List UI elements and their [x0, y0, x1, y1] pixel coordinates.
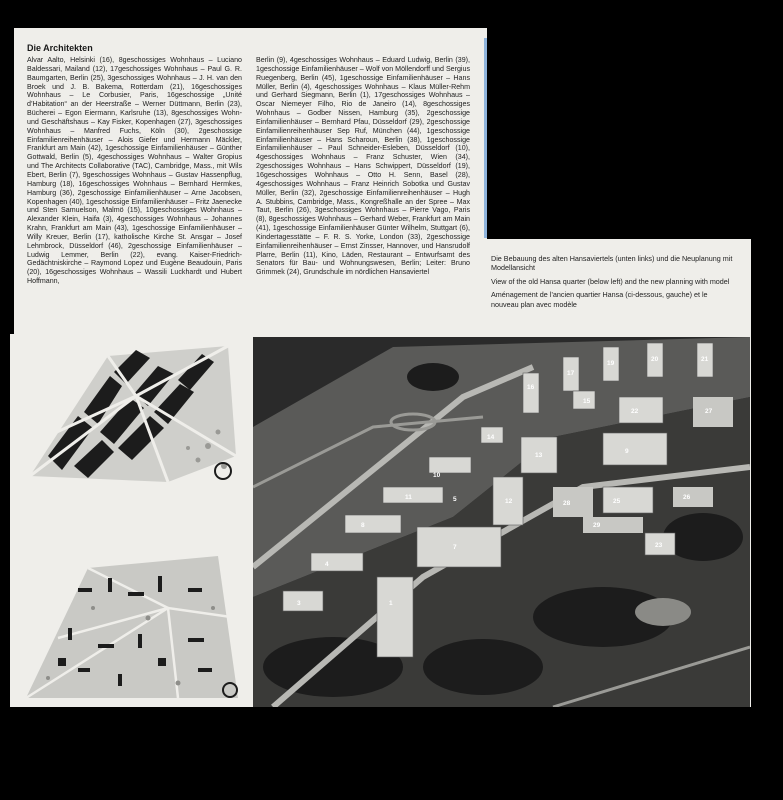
model-label: 14 [487, 434, 495, 441]
model-label: 25 [613, 498, 621, 505]
model-label: 19 [607, 360, 615, 367]
model-label: 21 [701, 356, 709, 363]
model-label: 15 [583, 398, 591, 405]
caption-block [491, 254, 737, 313]
model-label: 29 [593, 522, 601, 529]
model-label: 27 [705, 408, 713, 415]
model-label: 3 [297, 600, 301, 607]
caption-french: Aménagement de l’ancien quartier Hansa (ci-dessous, gauche) et le nouveau plan avec modèle [491, 290, 708, 309]
caption-german: Die Bebauung des alten Hansaviertels (unten links) und die Neuplanung mit Modellansicht [491, 254, 733, 273]
model-label: 26 [683, 494, 691, 501]
caption-english: View of the old Hansa quarter (below left) and the new planning with model [491, 276, 730, 286]
model-label: 4 [325, 561, 329, 568]
model-label: 28 [563, 500, 571, 507]
model-label: 20 [651, 356, 659, 363]
model-label: 16 [527, 384, 535, 391]
architects-column-left: Alvar Aalto, Helsinki (16), 8geschossiges Wohnhaus – Luciano Baldessari, Mailand (12), 17geschossiges Wohnhaus – Paul G. R. Baumgarten, Berlin (25), 3geschossiges Wohnhaus – J. H. van den Broek und J. B. Bakema, Rotterdam (21), 16geschossiges Wohnhaus – Le Corbusier, Paris, 16geschossige „Unité d’Habitation“ an der Heerstraße – Werner Düttmann, Berlin (23), Bücherei – Egon Eiermann, Karlsruhe (13), 8geschossiges Wohn- und Geschäftshaus – Kay Fisker, Kopenhagen (27), 3geschossiges Wohnhaus – Manfred Fuchs, Köln (30), 2geschossige Einfamilienreihenhäuser – Alois Giefer und Hermann Mäckler, Frankfurt am Main (42), 1geschossige Einfamilienhäuser – Günther Gottwald, Berlin (5), 4geschossiges Wohnhaus – Walter Gropius und The Architects Collaborative (TAC), Cambridge, Mass., mit Wils Ebert, Berlin (7), 9geschossiges Wohnhaus – Gustav Hassenpflug, Hamburg (18), 16geschossiges Wohnhaus – Bernhard Hermkes, Hamburg (36), 2geschossige Einfamilienhäuser – Arne Jacobsen, Kopenhagen (40), 1geschossige Einfamilienhäuser – Fritz Jaenecke und Sten Samuelson, Malmö (15), 10geschossiges Wohnhaus – Alexander Klein, Haifa (3), 4geschossiges Wohnhaus – Johannes Krahn, Frankfurt am Main (43), 1geschossige Einfamilienhäuser – Willy Kreuer, Berlin (17), katholische Kirche St. Ansgar – Josef Lehmbrock, Düsseldorf (46), 2geschossige Einfamilienhäuser – Ludwig Lemmer, Berlin (22), evang. Kaiser-Friedrich-Gedächtniskirche – Raymond Lopez und Eugène Beaudouin, Paris (20), 16geschossiges Wohnhaus – Wassili Luckhardt und Hubert Hoffmann, [27, 56, 242, 286]
model-label: 17 [567, 370, 575, 377]
model-label: 9 [625, 448, 629, 455]
model-label: 8 [361, 522, 365, 529]
model-label: 22 [631, 408, 639, 415]
model-label: 7 [453, 544, 457, 551]
model-label: 11 [405, 494, 412, 501]
model-label: 13 [535, 452, 543, 459]
old-quarter-plan [18, 336, 242, 486]
model-label: 1 [389, 600, 393, 607]
model-label: 10 [433, 472, 441, 479]
model-label: 12 [505, 498, 513, 505]
model-photograph [253, 337, 750, 707]
article-heading: Die Architekten [27, 43, 93, 53]
sheet-edge-accent [484, 38, 487, 238]
model-label: 23 [655, 542, 663, 549]
model-label: 5 [453, 496, 457, 503]
architects-column-middle: Berlin (9), 4geschossiges Wohnhaus – Eduard Ludwig, Berlin (39), 1geschossige Einfamilienhäuser – Wolf von Möllendorff und Sergius Ruegenberg, Berlin (45), 1geschossige Einfamilienhäuser – Hans Müller, Berlin (4), 4geschossiges Wohnhaus – Klaus Müller-Rehm und Gerhard Siegmann, Berlin (1), 17geschossiges Wohnhaus – Oscar Niemeyer Filho, Rio de Janeiro (14), 8geschossiges Wohnhaus – Godber Nissen, Hamburg (35), 2geschossige Einfamilienhäuser – Bernhard Pfau, Düsseldorf (29), 2geschossige Einfamilienreihenhäuser Sep Ruf, München (44), 1geschossige Einfamilienhäuser – Hans Scharoun, Berlin (38), 1geschossige Einfamilienhäuser – Paul Schneider-Esleben, Düsseldorf (10), 4geschossiges Wohnhaus – Franz Schuster, Wien (34), 2geschossiges Wohnhaus – Hans Schwippert, Düsseldorf (19), 16geschossiges Wohnhaus – Otto H. Senn, Basel (28), 4geschossiges Wohnhaus – Franz Heinrich Sobotka und Gustav Müller, Berlin (32), 2geschossige Einfamilienreihenhäuser – Hugh A. Stubbins, Cambridge, Mass., Kongreßhalle an der Spree – Max Taut, Berlin (26), 3geschossiges Wohnhaus – Pierre Vago, Paris (8), 8geschossiges Wohnhaus – Gerhard Weber, Frankfurt am Main (41), 1geschossige Einfamilienhäuser Günter Wilhelm, Stuttgart (6), Kindertagesstätte – F. R. S. Yorke, London (33), 2geschossige Einfamilienreihenhäuser – Ernst Zinsser, Hannover, und Hansrudolf Plarre, Berlin (11), Kino, Läden, Restaurant – Entwurfsamt des Senators für Bau- und Wohnungswesen, Berlin; Leiter: Bruno Grimmek (24), Grundschule im nördlichen Hansaviertel [256, 56, 470, 277]
new-planning-plan [18, 548, 242, 706]
